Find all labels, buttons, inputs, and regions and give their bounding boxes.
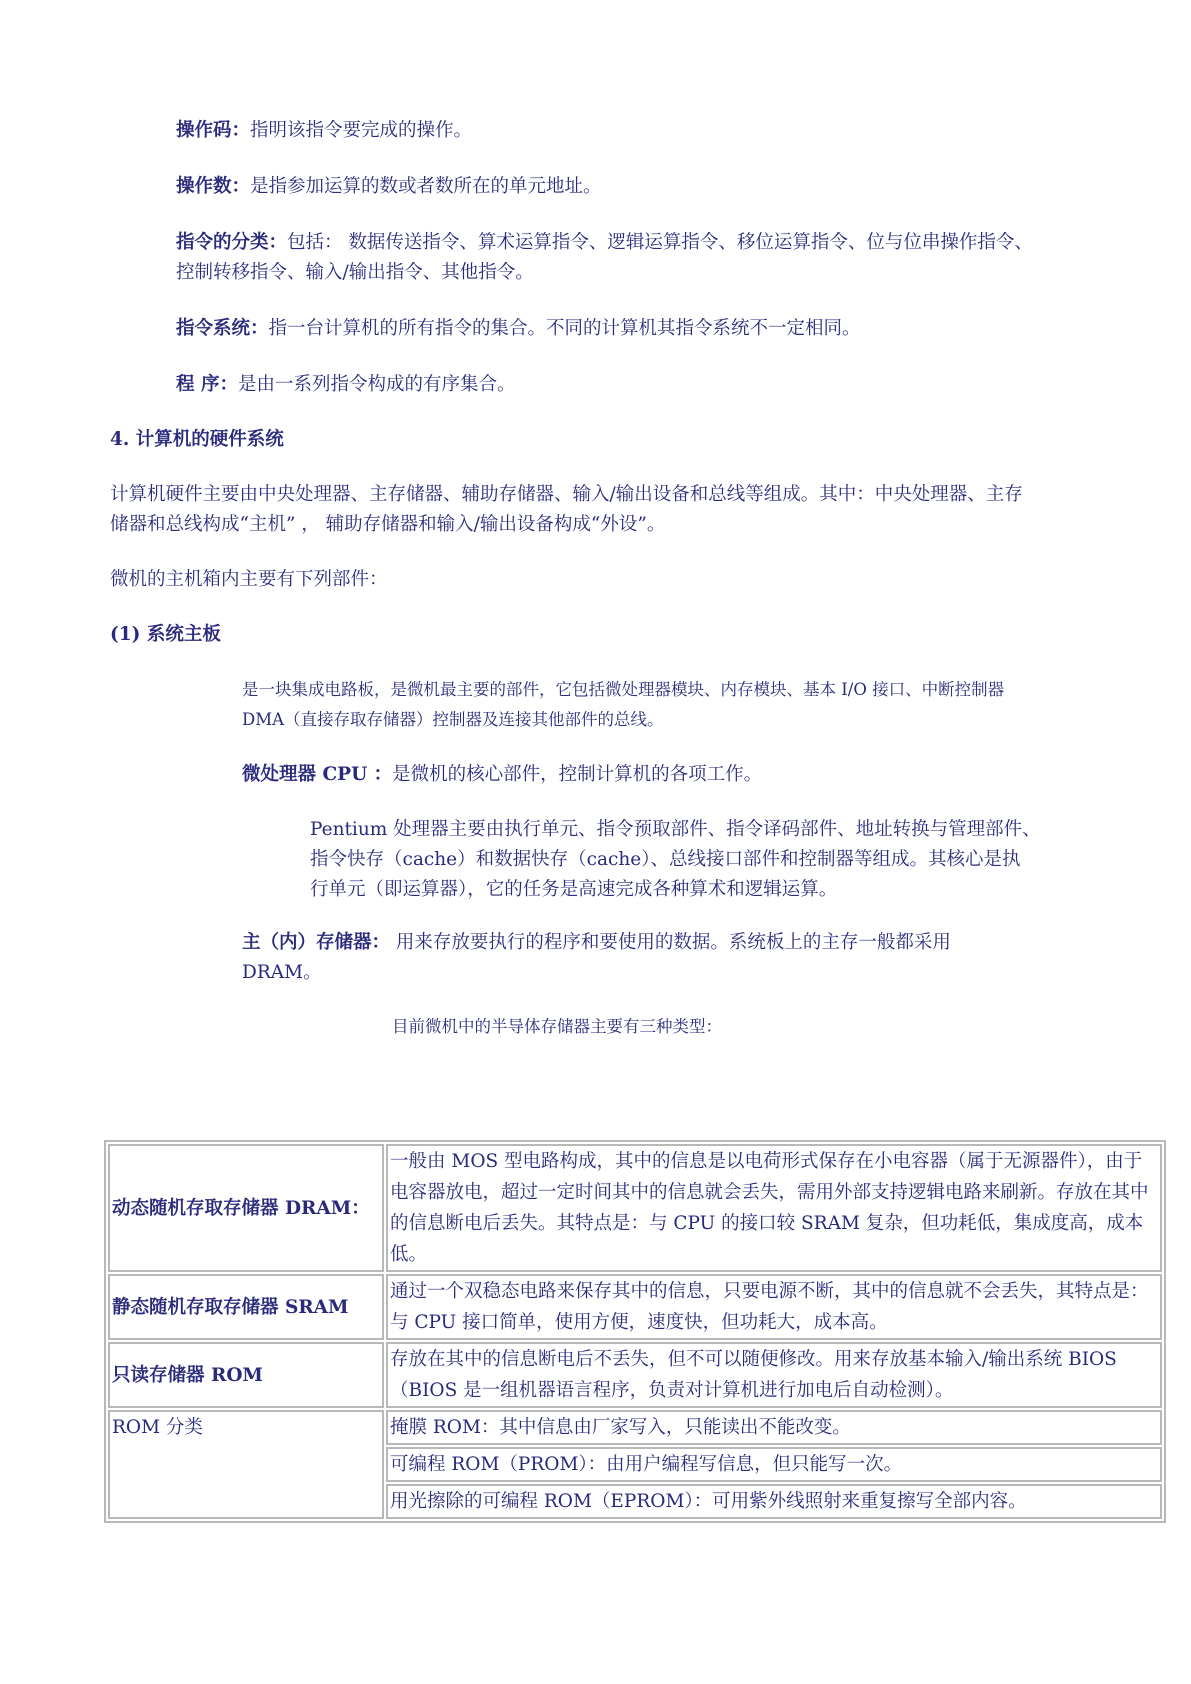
rom-type-mask: 掩膜 ROM：其中信息由厂家写入，只能读出不能改变。 (386, 1410, 1162, 1445)
sram-label: 静态随机存取存储器 SRAM (108, 1274, 384, 1340)
rom-type-eprom: 用光擦除的可编程 ROM（EPROM）：可用紫外线照射来重复擦写全部内容。 (386, 1484, 1162, 1519)
rom-type-prom: 可编程 ROM（PROM）：由用户编程写信息，但只能写一次。 (386, 1447, 1162, 1482)
board-line2: DMA（直接存取存储器）控制器及连接其他部件的总线。 (242, 710, 664, 729)
memory-types-table (104, 1140, 1166, 1523)
pentium-line2: 指令快存（cache）和数据快存（cache）、总线接口部件和控制器等组成。其核心是执 (310, 849, 1021, 870)
sram-desc: 通过一个双稳态电路来保存其中的信息，只要电源不断，其中的信息就不会丢失，其特点是：与 CPU 接口简单，使用方便，速度快，但功耗大，成本高。 (386, 1274, 1162, 1340)
table-row (108, 1410, 1162, 1445)
pentium-line1: Pentium 处理器主要由执行单元、指令预取部件、指令译码部件、地址转换与管理部件、 (310, 819, 1041, 840)
memory-types-intro: 目前微机中的半导体存储器主要有三种类型： (392, 1017, 722, 1036)
chassis-intro: 微机的主机箱内主要有下列部件： (110, 569, 388, 590)
rom-label: 只读存储器 ROM (108, 1342, 384, 1408)
definition-classification-cont: 控制转移指令、输入/输出指令、其他指令。 (176, 262, 534, 283)
desc-opcode: 指明该指令要完成的操作。 (250, 120, 473, 141)
term-instruction-set: 指令系统： (176, 318, 269, 339)
definition-program (176, 370, 515, 400)
hardware-para-line1: 计算机硬件主要由中央处理器、主存储器、辅助存储器、输入/输出设备和总线等组成。其中：中央处理器、主存 (110, 484, 1023, 505)
rom-types-label: ROM 分类 (108, 1410, 384, 1519)
term-classification: 指令的分类： (176, 232, 288, 253)
desc-program: 是由一系列指令构成的有序集合。 (237, 374, 516, 395)
definition-instruction-set (176, 314, 861, 344)
term-opcode: 操作码： (176, 120, 251, 141)
term-cpu: 微处理器 CPU ： (242, 764, 393, 785)
cpu-definition (242, 760, 762, 790)
main-memory-definition (242, 928, 951, 958)
definition-operand (176, 172, 602, 202)
desc-cpu: 是微机的核心部件，控制计算机的各项工作。 (392, 764, 763, 785)
definition-classification (176, 228, 1033, 258)
board-line1: 是一块集成电路板，是微机最主要的部件，它包括微处理器模块、内存模块、基本 I/O 接口、中断控制器 (242, 680, 1005, 699)
table-row (108, 1274, 1162, 1340)
dram-desc: 一般由 MOS 型电路构成，其中的信息是以电荷形式保存在小电容器（属于无源器件），由于电容器放电，超过一定时间其中的信息就会丢失，需用外部支持逻辑电路来刷新。存放在其中的信息断电后丢失。其特点是：与 CPU 的接口较 SRAM 复杂，但功耗低，集成度高，成本低。 (386, 1144, 1162, 1272)
pentium-line3: 行单元（即运算器），它的任务是高速完成各种算术和逻辑运算。 (310, 879, 838, 900)
desc-operand: 是指参加运算的数或者数所在的单元地址。 (250, 176, 602, 197)
dram-label: 动态随机存取存储器 DRAM： (108, 1144, 384, 1272)
term-operand: 操作数： (176, 176, 251, 197)
term-main-memory: 主（内）存储器： (242, 932, 391, 953)
desc-main-memory: 用来存放要执行的程序和要使用的数据。系统板上的主存一般都采用 (390, 932, 951, 953)
definition-opcode (176, 116, 472, 146)
rom-desc: 存放在其中的信息断电后不丢失，但不可以随便修改。用来存放基本输入/输出系统 BIOS（BIOS 是一组机器语言程序，负责对计算机进行加电后自动检测）。 (386, 1342, 1162, 1408)
term-program: 程 序： (176, 374, 238, 395)
main-memory-cont: DRAM。 (242, 962, 322, 983)
table-row (108, 1342, 1162, 1408)
desc-instruction-set: 指一台计算机的所有指令的集合。不同的计算机其指令系统不一定相同。 (268, 318, 861, 339)
hardware-para-line2: 储器和总线构成“主机” ， 辅助存储器和输入/输出设备构成“外设”。 (110, 514, 666, 535)
desc-classification: 包括： 数据传送指令、算术运算指令、逻辑运算指令、移位运算指令、位与位串操作指令、 (287, 232, 1033, 253)
section-heading: 4. 计算机的硬件系统 (110, 429, 284, 450)
subsection-heading: (1) 系统主板 (110, 624, 221, 645)
table-row (108, 1144, 1162, 1272)
